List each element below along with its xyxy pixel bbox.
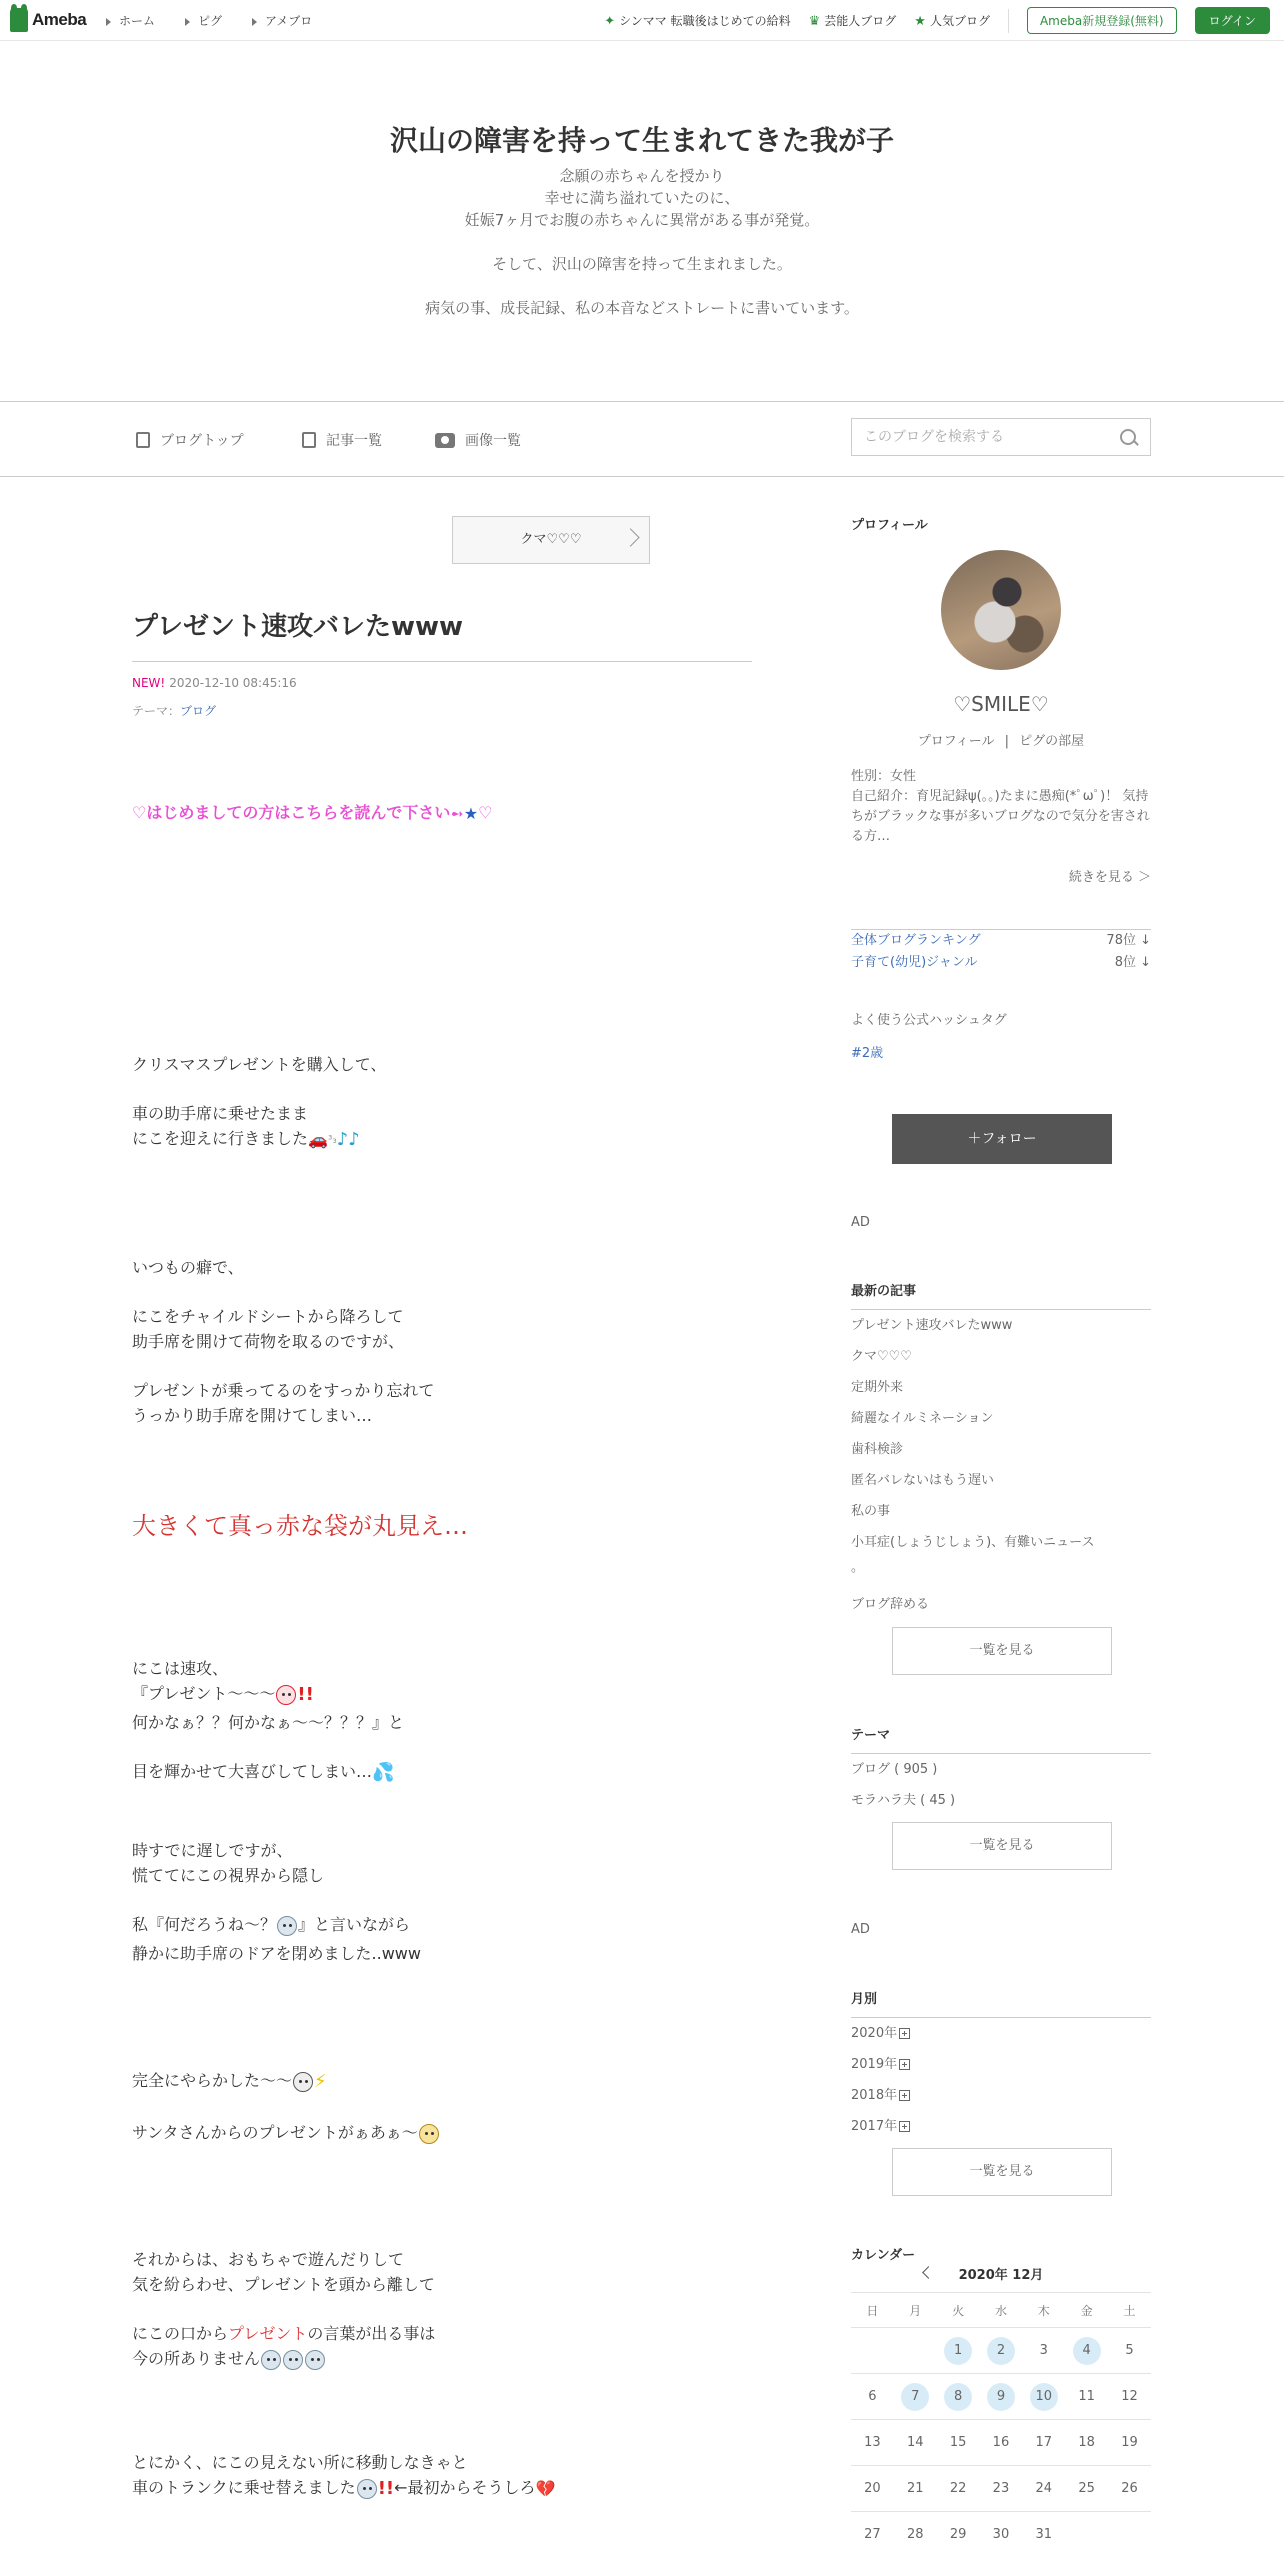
calendar-day: 19	[1121, 2434, 1138, 2450]
lightning-icon: ⚡	[314, 2071, 327, 2092]
calendar-cell	[1022, 2328, 1065, 2374]
calendar-day: 15	[949, 2434, 967, 2450]
entry-text: 何かなぁ？？何かなぁ～～？？？』と	[132, 1713, 405, 1732]
entry-text-span: 目を輝かせて大喜びしてしまい…	[132, 1762, 373, 1781]
entry-text: 気を紛らわせ、プレゼントを頭から離して	[132, 2275, 435, 2294]
calendar-week	[851, 2420, 1151, 2466]
calendar-day-with-post[interactable]: 10	[1030, 2383, 1058, 2411]
recent-entry-link[interactable]: プレゼント速攻バレたwww	[851, 1318, 1013, 1333]
entry-text-span: ←最初からそうしろ	[394, 2478, 536, 2497]
nav-image-list-label: 画像一覧	[465, 433, 521, 449]
arrow-icon: ➻	[450, 804, 464, 823]
calendar-day: 22	[949, 2480, 967, 2496]
broken-heart-icon: 💔	[535, 2479, 556, 2498]
calendar-day: 24	[1035, 2480, 1053, 2496]
month-label: 2018年	[851, 2088, 898, 2103]
month-label: 2017年	[851, 2119, 898, 2134]
ad-label: AD	[851, 1922, 870, 1937]
recent-entry-link[interactable]: 歯科検診	[851, 1442, 904, 1457]
ameba-logo-icon	[10, 8, 28, 32]
blog-description-line	[0, 275, 1284, 297]
nervous-face-icon	[357, 2479, 377, 2499]
avatar[interactable]	[941, 550, 1061, 670]
calendar-weekday-row	[851, 2293, 1151, 2328]
entry-text: にこをチャイルドシートから降ろして	[132, 1307, 404, 1326]
entry-text: 助手席を開けて荷物を取るのですが、	[132, 1332, 405, 1351]
profile-text	[851, 767, 1151, 847]
popular-blog-link[interactable]	[914, 12, 990, 29]
calendar-cell	[980, 2512, 1023, 2558]
ad-label: AD	[851, 1215, 870, 1230]
entry-date: 2020-12-10 08:45:16	[169, 676, 297, 690]
entry-text	[132, 2068, 327, 2092]
calendar-day: 29	[949, 2526, 967, 2542]
entry-text-span: 車のトランクに乗せ替えました	[132, 2478, 356, 2497]
calendar-day: 12	[1121, 2388, 1138, 2404]
calendar-cell	[1022, 2512, 1065, 2558]
entry-text-span: 私『何だろうね～？	[132, 1915, 277, 1934]
ameba-logo[interactable]	[10, 7, 86, 33]
intro-link[interactable]: ♡はじめましての方はこちらを読んで下さい	[132, 803, 451, 822]
login-button[interactable]: ログイン	[1195, 7, 1270, 34]
triangle-right-icon	[106, 18, 111, 26]
entry-text-span: サンタさんからのプレゼントがぁあぁ～	[132, 2123, 418, 2142]
entry-text: うっかり助手席を開けてしまい…	[132, 1406, 373, 1425]
top-nav-pigg[interactable]	[185, 12, 222, 29]
profile-links	[851, 730, 1151, 749]
profile-heading: プロフィール	[851, 518, 928, 533]
calendar-cell	[894, 2328, 937, 2374]
theme-list-link[interactable]: ブログ ( 905 )	[851, 1762, 938, 1777]
theme-heading: テーマ	[851, 1724, 1151, 1754]
entry-text	[132, 1759, 394, 1783]
nervous-face-icon	[261, 2350, 281, 2370]
calendar-day: 30	[992, 2526, 1010, 2542]
calendar-cell	[851, 2328, 894, 2374]
exclamation-icon: !	[385, 2478, 395, 2499]
entry-text: いつもの癖で、	[132, 1258, 244, 1277]
topic-link-label: シンママ 転職後はじめての給料	[619, 14, 791, 28]
entry-text-span: にこを迎えに行きました	[132, 1129, 309, 1148]
top-nav-label: ピグ	[198, 14, 223, 28]
celebrity-blog-link[interactable]	[809, 12, 897, 29]
entry-text	[132, 1681, 314, 1705]
entry-meta	[132, 676, 297, 690]
recent-entry-link[interactable]: クマ♡♡♡	[851, 1349, 912, 1364]
calendar-cell	[980, 2420, 1023, 2466]
star-icon: ★	[463, 804, 479, 823]
entry-text: 車の助手席に乗せたまま	[132, 1104, 309, 1123]
calendar-cell	[1022, 2466, 1065, 2512]
blog-description	[0, 165, 1284, 319]
expand-plus-icon[interactable]	[899, 2090, 910, 2101]
calendar-day: 6	[868, 2388, 877, 2404]
calendar-weekday: 水	[980, 2293, 1023, 2328]
blog-description-line: そして、沢山の障害を持って生まれました。	[492, 255, 792, 273]
intro-link-line	[132, 800, 492, 823]
entry-theme	[132, 702, 216, 719]
calendar-cell	[937, 2512, 980, 2558]
calendar-day: 27	[864, 2526, 881, 2542]
calendar-weekday: 月	[894, 2293, 937, 2328]
profile-link[interactable]: プロフィール	[917, 734, 995, 749]
recent-entry-link[interactable]: ブログ辞める	[851, 1597, 930, 1612]
calendar-day: 16	[992, 2434, 1010, 2450]
theme-link[interactable]: ブログ	[180, 704, 217, 718]
entry-text: 時すでに遅しですが、	[132, 1841, 293, 1860]
calendar-cell	[1108, 2466, 1151, 2512]
entry-text-span: 『プレゼント～～～	[132, 1684, 276, 1703]
blog-description-line: 病気の事、成長記録、私の本音などストレートに書いています。	[425, 299, 859, 317]
triangle-right-icon	[185, 18, 190, 26]
recent-entry-link[interactable]: 匿名バレないはもう遅い	[851, 1473, 995, 1488]
calendar-day: 14	[906, 2434, 924, 2450]
nav-entry-list-label: 記事一覧	[326, 433, 382, 449]
calendar-day-with-post[interactable]: 8	[944, 2383, 972, 2411]
entry-text-span: 』と言いながら	[298, 1915, 411, 1934]
top-nav	[106, 12, 312, 29]
blog-description-line: 念願の赤ちゃんを授かり	[559, 167, 725, 185]
popular-blog-label: 人気ブログ	[929, 14, 990, 28]
entry-text: それからは、おもちゃで遊んだりして	[132, 2250, 405, 2269]
blog-description-line: 幸せに満ち溢れていたのに、	[544, 189, 740, 207]
recent-see-all-button[interactable]: 一覧を見る	[892, 1627, 1112, 1675]
crown-icon: ♛	[808, 14, 821, 29]
nav-blog-top-label: ブログトップ	[160, 433, 244, 449]
entry-title[interactable]: プレゼント速攻バレたwww	[132, 606, 752, 662]
search-icon[interactable]	[1120, 429, 1136, 445]
recent-entry-link[interactable]: 私の事	[851, 1504, 891, 1519]
camera-icon	[435, 433, 455, 448]
entry-text: クリスマスプレゼントを購入して、	[132, 1055, 387, 1074]
music-note-icon: ♪	[348, 1129, 360, 1150]
entry-text	[132, 1912, 410, 1936]
entry-highlight: プレゼント	[228, 2324, 308, 2343]
calendar-weekday: 金	[1065, 2293, 1108, 2328]
calendar-day: 31	[1035, 2526, 1053, 2542]
nervous-face-icon	[277, 1916, 297, 1936]
exclamation-icon: !	[305, 1684, 314, 1705]
calendar-day: 5	[1125, 2342, 1134, 2358]
expand-plus-icon[interactable]	[899, 2028, 910, 2039]
calendar-cell	[851, 2466, 894, 2512]
profile-intro: 自己紹介：育児記録ψ(。。)たまに愚痴(*ﾟωﾟ)！ 気持ちがブラックな事が多いブログなので気分を害される方…	[851, 789, 1150, 844]
blog-title[interactable]: 沢山の障害を持って生まれてきた我が子	[389, 124, 894, 157]
exhaust-icon: ³₃	[327, 1133, 337, 1146]
car-icon: 🚗	[308, 1130, 328, 1149]
calendar-day: 17	[1035, 2434, 1053, 2450]
exclamation-icon: !	[377, 2478, 386, 2499]
triangle-right-icon	[252, 18, 257, 26]
exclamation-icon: !	[297, 1684, 306, 1705]
calendar-cell	[1065, 2512, 1108, 2558]
top-nav-home[interactable]	[106, 12, 155, 29]
calendar-day: 3	[1039, 2342, 1048, 2358]
register-button[interactable]: Ameba新規登録(無料)	[1027, 7, 1177, 34]
calendar-cell	[937, 2374, 980, 2420]
calendar-weekday: 土	[1108, 2293, 1151, 2328]
entry-text	[132, 2346, 326, 2370]
blog-search	[851, 418, 1151, 456]
calendar-day-with-post[interactable]: 1	[944, 2337, 972, 2365]
calendar-week	[851, 2512, 1151, 2558]
entry-emphasis: 大きくて真っ赤な袋が丸見え…	[132, 1512, 468, 1540]
calendar-cell	[1022, 2420, 1065, 2466]
calendar-cell	[1065, 2466, 1108, 2512]
entry-text	[132, 2321, 435, 2344]
calendar-cell	[1108, 2420, 1151, 2466]
theme-see-all-button[interactable]: 一覧を見る	[892, 1822, 1112, 1870]
blog-header	[0, 41, 1284, 401]
nav-blog-top[interactable]	[136, 430, 244, 450]
previous-entry-label: クマ♡♡♡	[520, 532, 582, 547]
sparkle-icon: ✦	[604, 14, 616, 29]
month-label: 2020年	[851, 2026, 898, 2041]
calendar-cell	[894, 2512, 937, 2558]
profile-nickname[interactable]: ♡SMILE♡	[953, 692, 1049, 716]
recent-entry-link-cont[interactable]: 。	[851, 1560, 865, 1575]
music-note-icon: ♪	[336, 1129, 349, 1150]
calendar-table	[851, 2292, 1151, 2557]
calendar-heading: カレンダー	[851, 2248, 916, 2263]
blog-description-line: 妊娠7ヶ月でお腹の赤ちゃんに異常がある事が発覚。	[464, 211, 820, 229]
recent-entry-link[interactable]: 綺麗なイルミネーション	[851, 1411, 994, 1426]
top-right	[604, 7, 1270, 34]
theme-list-link[interactable]: モラハラ夫 ( 45 )	[851, 1793, 956, 1808]
surprised-face-icon	[276, 1685, 296, 1705]
calendar-weekday: 日	[851, 2293, 894, 2328]
entry-text-span: 今の所ありません	[132, 2349, 261, 2368]
crying-face-icon	[419, 2124, 439, 2144]
follow-button[interactable]: ＋フォロー	[892, 1114, 1112, 1164]
expand-plus-icon[interactable]	[899, 2059, 910, 2070]
calendar-cell	[1108, 2512, 1151, 2558]
top-bar	[0, 0, 1284, 41]
calendar-cell	[851, 2512, 894, 2558]
nervous-face-icon	[283, 2350, 303, 2370]
calendar-cell	[1108, 2374, 1151, 2420]
month-archive-link[interactable]	[851, 2022, 910, 2041]
entry-text-span: の言葉が出る事は	[307, 2324, 436, 2343]
sweat-drops-icon: 💦	[372, 1762, 395, 1783]
hashtag-heading: よく使う公式ハッシュタグ	[851, 1013, 1007, 1028]
celebrity-blog-label: 芸能人ブログ	[824, 14, 897, 28]
nav-entry-list[interactable]	[302, 430, 382, 450]
calendar-cell	[1065, 2374, 1108, 2420]
recent-entry-link[interactable]: 定期外来	[851, 1380, 904, 1395]
chevron-right-icon	[621, 528, 639, 546]
ranking-value: 8位 ↓	[1114, 955, 1151, 970]
separator: |	[1004, 734, 1010, 749]
calendar-day: 11	[1078, 2388, 1095, 2404]
search-input[interactable]	[862, 419, 1106, 455]
entry-text: プレゼントが乗ってるのをすっかり忘れて	[132, 1381, 435, 1400]
logo-text: Ameba	[32, 10, 87, 29]
monthly-heading: 月別	[851, 1988, 1151, 2018]
month-archive-link[interactable]	[851, 2053, 910, 2072]
calendar-week	[851, 2466, 1151, 2512]
calendar-day-with-post[interactable]: 7	[901, 2383, 929, 2411]
calendar-week	[851, 2328, 1151, 2374]
new-badge: NEW!	[132, 676, 166, 690]
entry-text: とにかく、にこの見えない所に移動しなきゃと	[132, 2453, 468, 2472]
recent-entry-link[interactable]: 小耳症(しょうじしょう)、有難いニュース	[851, 1535, 1095, 1550]
nervous-face-icon	[305, 2350, 325, 2370]
top-nav-label: ホーム	[119, 14, 156, 28]
calendar-weekday: 火	[937, 2293, 980, 2328]
hashtag-link[interactable]: #2歳	[851, 1046, 884, 1061]
entry-text	[132, 1126, 360, 1150]
profile-more-link[interactable]: 続きを見る ＞	[1068, 870, 1151, 885]
entry-text: 慌ててにこの視界から隠し	[132, 1866, 325, 1885]
calendar-cell	[1065, 2328, 1108, 2374]
calendar-cell	[1108, 2328, 1151, 2374]
top-nav-ameblo[interactable]	[252, 12, 312, 29]
calendar-day: 23	[992, 2480, 1010, 2496]
topic-link[interactable]	[604, 12, 790, 29]
ranking-row	[851, 929, 1151, 948]
document-icon	[136, 432, 150, 448]
ranking-link[interactable]: 全体ブログランキング	[851, 933, 981, 948]
star-icon: ★	[914, 14, 926, 29]
entry-text	[132, 2475, 555, 2499]
calendar-day: 26	[1121, 2480, 1138, 2496]
calendar-cell	[851, 2374, 894, 2420]
entry-text: 静かに助手席のドアを閉めました..www	[132, 1944, 421, 1963]
calendar-day: 18	[1078, 2434, 1095, 2450]
calendar-cell	[894, 2420, 937, 2466]
monthly-see-all-button[interactable]: 一覧を見る	[892, 2148, 1112, 2196]
calendar-day-with-post[interactable]: 4	[1073, 2337, 1101, 2365]
theme-label: テーマ：	[132, 704, 181, 718]
nav-image-list[interactable]	[435, 430, 521, 450]
entry-text: にこは速攻、	[132, 1659, 229, 1678]
calendar-cell	[851, 2420, 894, 2466]
calendar-cell	[980, 2374, 1023, 2420]
blog-description-line	[0, 231, 1284, 253]
entry-text	[132, 2120, 440, 2144]
intro-end: ♡	[478, 803, 493, 822]
grimace-face-icon	[293, 2072, 313, 2092]
expand-plus-icon[interactable]	[899, 2121, 910, 2132]
calendar-cell	[937, 2328, 980, 2374]
pigg-room-link[interactable]: ピグの部屋	[1019, 734, 1085, 749]
ranking-value: 78位 ↓	[1106, 933, 1151, 948]
entry-text-span: 完全にやらかした～～	[132, 2071, 293, 2090]
entry-text-span: にこの口から	[132, 2324, 229, 2343]
calendar-week	[851, 2374, 1151, 2420]
calendar-cell	[894, 2466, 937, 2512]
month-archive-link[interactable]	[851, 2115, 910, 2134]
calendar-cell	[980, 2466, 1023, 2512]
ranking-row	[851, 951, 1151, 970]
calendar-day: 13	[864, 2434, 881, 2450]
previous-entry-button[interactable]	[452, 516, 650, 564]
calendar-cell	[1022, 2374, 1065, 2420]
divider	[1008, 9, 1009, 33]
ranking-link[interactable]: 子育て(幼児)ジャンル	[851, 955, 978, 970]
calendar-day-with-post[interactable]: 2	[987, 2337, 1015, 2365]
calendar-day: 20	[864, 2480, 881, 2496]
calendar-month: 2020年 12月	[958, 2268, 1044, 2283]
calendar-cell	[894, 2374, 937, 2420]
top-nav-label: アメブロ	[265, 14, 313, 28]
month-archive-link[interactable]	[851, 2084, 910, 2103]
calendar-day: 21	[906, 2480, 924, 2496]
calendar-cell	[937, 2420, 980, 2466]
month-label: 2019年	[851, 2057, 898, 2072]
calendar-cell	[980, 2328, 1023, 2374]
recent-heading: 最新の記事	[851, 1280, 1151, 1310]
calendar-cell	[1065, 2420, 1108, 2466]
calendar-cell	[937, 2466, 980, 2512]
calendar-day: 28	[906, 2526, 924, 2542]
calendar-day: 25	[1078, 2480, 1095, 2496]
profile-gender: 性別：女性	[851, 769, 917, 784]
calendar-weekday: 木	[1022, 2293, 1065, 2328]
calendar-day-with-post[interactable]: 9	[987, 2383, 1015, 2411]
copy-icon	[302, 432, 316, 448]
